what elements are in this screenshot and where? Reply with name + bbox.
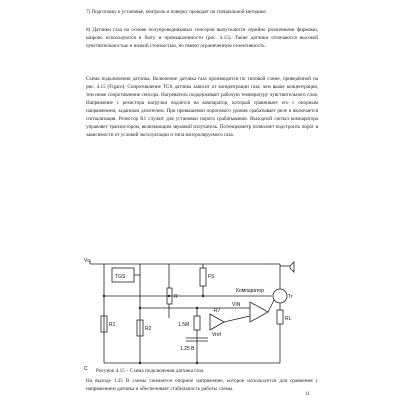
speaker-icon [290, 262, 294, 272]
circuit-svg [82, 258, 318, 376]
paragraph-1: 7) Подготовку к установке, контроль и поверку проводят по специальной методике. [86, 9, 267, 15]
rl-resistor [277, 310, 283, 324]
transistor [273, 289, 287, 303]
label-ref: 1.25 В [180, 346, 195, 352]
label-rl: RL [285, 316, 292, 322]
paragraph-3: Схема подключения датчика. Включение датчика газа производится по типовой схеме, приведённой на рис. 4.15 (Figaro). Сопротивление TGS датчика зависит от концентрации газа: чем выше концентрация, тем ниже сопротивление сенсора. Нагреватель поддерживает рабочую температуру чувствительного слоя. Напряжение с резистора нагрузки подаётся на компаратор, который сравнивает его с опорным напряжением, заданным делителем. При превышении порогового уровня срабатывает реле и включается сигнализация. Резистор R1 служит для установки порога срабатывания. Выходной сигнал компаратора управляет транзистором, включающим звуковой излучатель. Потенциометр позволяет подстроить порог в зависимости от условий эксплуатации и типа контролируемого газа. [86, 76, 318, 138]
label-r7: R7 [214, 308, 221, 314]
page-number: 11 [305, 391, 310, 397]
label-vin: VIN [232, 302, 241, 308]
fs-resistor [200, 268, 206, 286]
figure-caption: Рисунок 4.15 – Схема подключения датчика газа [96, 368, 204, 374]
label-sensor: TGS [115, 274, 126, 280]
label-tr: Tr [288, 294, 293, 300]
label-zener: 1.5M [178, 322, 190, 328]
circuit-diagram [82, 258, 318, 376]
paragraph-4: На выходе 1.25 В схемы снимается опорное напряжение, которое используется для сравнения с напряжением датчика и обеспечивает стабильность работы схемы. [86, 378, 318, 392]
label-r2: R2 [145, 326, 152, 332]
label-vc: Vc [84, 258, 90, 264]
label-node-c: C [84, 366, 88, 372]
label-comparator: Компаратор [236, 288, 264, 294]
comparator-triangle [250, 302, 268, 322]
label-vref: Vref [212, 332, 221, 338]
zener-block [194, 316, 200, 330]
label-fs: FS [208, 274, 215, 280]
label-r1: R1 [109, 322, 116, 328]
paragraph-2: 8) Датчики газа на основе полупроводниковых сенсоров выпускаются серийно различными фирмами, широко используются в быту и промышленности (рис. 4.15). Такие датчики отличаются высокой чувствительностью и низкой стоимостью, но имеют ограниченную селективность. [86, 27, 318, 49]
label-r3: R [174, 294, 178, 300]
